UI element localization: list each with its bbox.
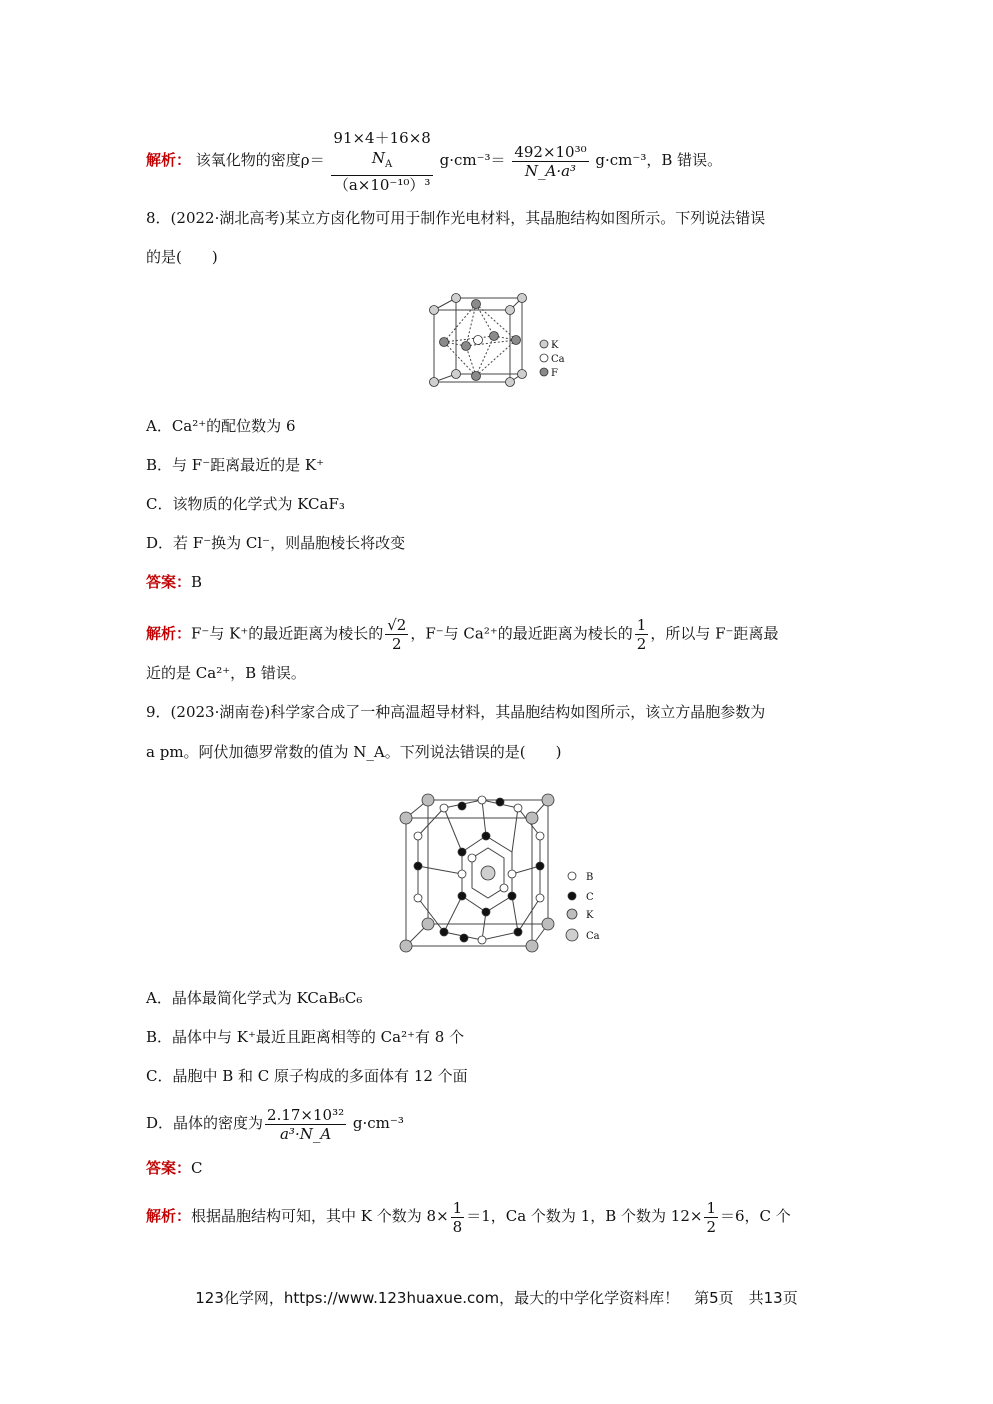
b-atom	[414, 832, 422, 840]
q9-option-d	[146, 1104, 404, 1143]
q9-stem-line2: a pm。阿伏加德罗常数的值为 N_A。下列说法错误的是( )	[146, 743, 562, 761]
legend-k-label: K	[586, 910, 594, 921]
q9-stem-line1: 9．(2023·湖南卷)科学家合成了一种高温超导材料，其晶胞结构如图所示，该立方晶胞参数为	[146, 703, 766, 721]
answer-value: C	[191, 1159, 203, 1177]
k-atom	[422, 918, 434, 930]
answer-label: 答案：	[146, 1159, 192, 1177]
legend-c-icon	[568, 892, 576, 900]
c-atom	[458, 848, 466, 856]
q8-stem-line1: 8．(2022·湖北高考)某立方卤化物可用于制作光电材料，其晶胞结构如图所示。下列说法错误	[146, 209, 766, 227]
c-atom	[536, 862, 544, 870]
b-atom	[508, 870, 516, 878]
solution-text: 根据晶胞结构可知，其中 K 个数为 8×	[191, 1207, 449, 1225]
legend-f-icon	[540, 368, 548, 376]
legend-k-label: K	[551, 340, 559, 351]
density-fraction-2	[512, 143, 588, 180]
legend-k-icon	[540, 340, 548, 348]
c-atom	[482, 832, 490, 840]
solution-text: ，F⁻与 Ca²⁺的最近距离为棱长的	[410, 624, 633, 643]
b-atom	[458, 870, 466, 878]
solution-label: 解析：	[146, 624, 192, 643]
k-atom	[506, 378, 515, 387]
q9-answer	[146, 1156, 203, 1180]
one-eighth-fraction: $\frac{1}{8}$	[452, 1198, 463, 1236]
solution-label: 解析：	[146, 1207, 192, 1225]
k-atom	[518, 370, 527, 379]
c-atom	[496, 798, 504, 806]
q8-solution-line2: 近的是 Ca²⁺，B 错误。	[146, 664, 306, 682]
b-atom	[500, 884, 508, 892]
q9-option-a: A．晶体最简化学式为 KCaB₆C₆	[146, 989, 363, 1007]
b-atom	[478, 796, 486, 804]
f-atom	[440, 338, 449, 347]
k-atom	[400, 940, 412, 952]
k-atom	[452, 294, 461, 303]
k-atom	[422, 794, 434, 806]
b-atom	[514, 804, 522, 812]
c-atom	[458, 802, 466, 810]
legend-b-label: B	[586, 872, 594, 883]
fraction-numerator: 91×4＋16×8 $N_A$	[331, 128, 432, 176]
legend-f-label: F	[551, 368, 558, 379]
c-atom	[460, 934, 468, 942]
q9-option-b: B．晶体中与 K⁺最近且距离相等的 Ca²⁺有 8 个	[146, 1028, 465, 1046]
k-atom	[542, 918, 554, 930]
solution-text: 该氧化物的密度ρ＝	[195, 151, 325, 169]
legend-ca-label: Ca	[551, 354, 565, 365]
solution-label: 解析：	[146, 151, 192, 169]
q8-answer	[146, 570, 202, 594]
k-atom	[526, 940, 538, 952]
b-atom	[440, 804, 448, 812]
q8-crystal-figure	[420, 290, 580, 390]
page-footer: 123化学网，https://www.123huaxue.com，最大的中学化学资料库！ 第5页 共13页	[195, 1289, 798, 1307]
legend-ca-icon	[540, 354, 548, 362]
legend-c-label: C	[586, 892, 594, 903]
q8-option-b: B．与 F⁻距离最近的是 K⁺	[146, 456, 325, 474]
density-fraction	[331, 128, 432, 194]
q9-option-c: C．晶胞中 B 和 C 原子构成的多面体有 12 个面	[146, 1067, 468, 1085]
ca-atom	[481, 866, 495, 880]
density-fraction: $\frac{\text{2.17×10³²}}{\text{a³·N\_A}}$	[267, 1105, 345, 1143]
polyhedron-outline	[418, 800, 540, 940]
solution-text: ＝1，Ca 个数为 1，B 个数为 12×	[466, 1207, 703, 1225]
b-atom	[536, 894, 544, 902]
k-atom	[400, 812, 412, 824]
f-atom	[462, 342, 471, 351]
half-fraction: $\frac{1}{2}$	[706, 1198, 716, 1236]
k-atom	[518, 294, 527, 303]
c-atom	[514, 928, 522, 936]
k-atom	[430, 378, 439, 387]
q9-crystal-figure	[392, 788, 612, 958]
k-atom	[506, 306, 515, 315]
q8-option-d: D．若 F⁻换为 Cl⁻，则晶胞棱长将改变	[146, 534, 406, 552]
k-atom	[542, 794, 554, 806]
legend-b-icon	[568, 872, 576, 880]
q8-option-c: C．该物质的化学式为 KCaF₃	[146, 495, 345, 513]
answer-value: B	[191, 573, 203, 591]
c-atom	[482, 908, 490, 916]
q9-solution-line1	[146, 1198, 791, 1236]
fraction-denominator: N_A·a³	[524, 161, 577, 180]
f-atom	[512, 336, 521, 345]
f-atom	[472, 372, 481, 381]
b-atom	[468, 854, 476, 862]
legend-k-icon	[567, 909, 577, 919]
c-atom	[458, 892, 466, 900]
option-unit: g·cm⁻³	[352, 1114, 404, 1132]
top-solution	[146, 128, 722, 194]
q8-option-a: A．Ca²⁺的配位数为 6	[146, 417, 296, 435]
k-atom	[452, 370, 461, 379]
solution-text: F⁻与 K⁺的最近距离为棱长的	[191, 624, 384, 643]
solution-text: ，所以与 F⁻距离最	[650, 624, 779, 643]
k-atom	[430, 306, 439, 315]
fraction-numerator: 492×10³⁰	[514, 142, 587, 161]
sqrt2-over-2-fraction: $\frac{√2}{2}$	[387, 616, 407, 653]
c-atom	[440, 928, 448, 936]
legend-ca-icon	[566, 929, 578, 941]
b-atom	[478, 936, 486, 944]
solution-tail: g·cm⁻³，B 错误。	[595, 151, 723, 169]
unit-text: g·cm⁻³＝	[439, 151, 506, 169]
fraction-denominator: （a×10⁻¹⁰）³	[333, 176, 431, 194]
c-atom	[414, 862, 422, 870]
b-atom	[414, 894, 422, 902]
solution-text: ＝6，C 个	[720, 1207, 791, 1225]
q8-stem-line2: 的是( )	[146, 248, 218, 266]
legend-ca-label: Ca	[586, 931, 600, 942]
k-atom	[526, 812, 538, 824]
q8-solution-line1	[146, 616, 778, 653]
c-atom	[508, 892, 516, 900]
answer-label: 答案：	[146, 573, 192, 591]
option-text: D．晶体的密度为	[146, 1114, 264, 1132]
f-atom	[490, 332, 499, 341]
b-atom	[536, 832, 544, 840]
f-atom	[472, 300, 481, 309]
ca-atom	[474, 336, 483, 345]
half-fraction: $\frac{1}{2}$	[636, 616, 647, 653]
